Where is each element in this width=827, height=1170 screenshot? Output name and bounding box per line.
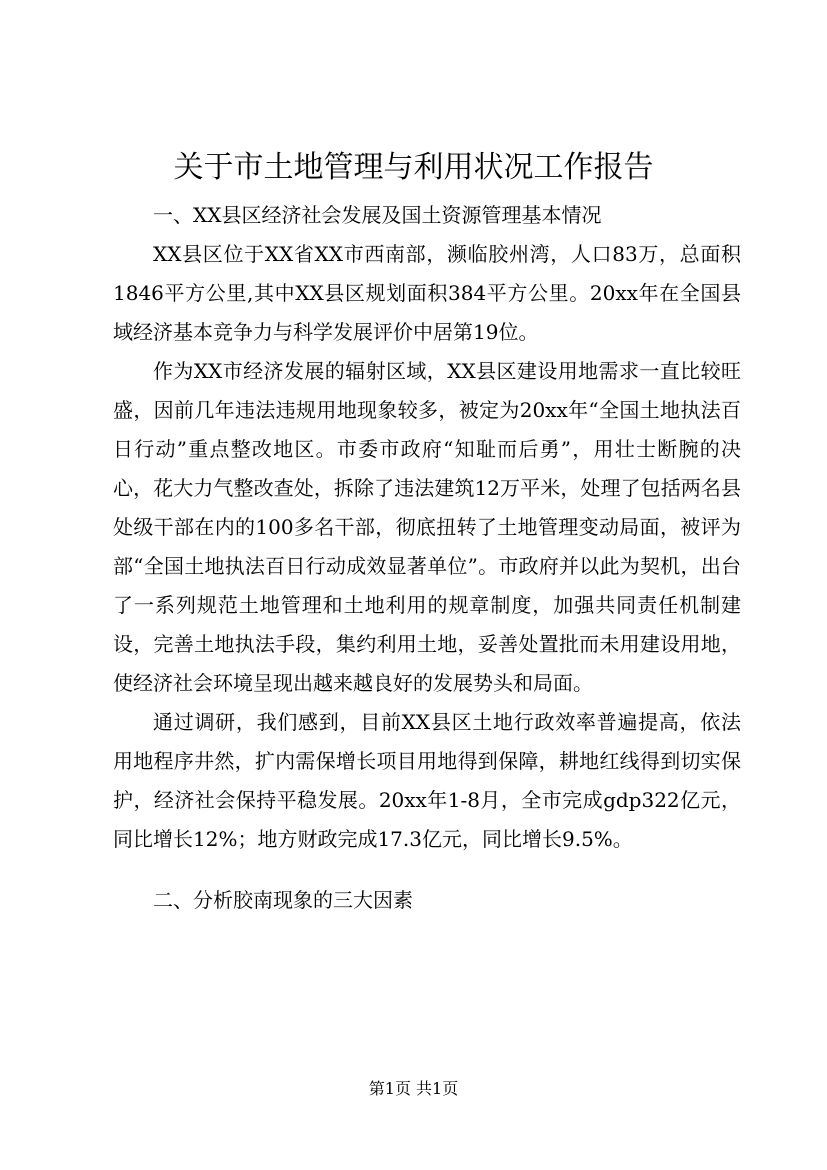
page-footer: 第1页 共1页 — [368, 1079, 459, 1098]
paragraph-3: 通过调研，我们感到，目前XX县区土地行政效率普遍提高，依法用地程序井然，扩内需保增长项目用地得到保障，耕地红线得到切实保护，经济社会保持平稳发展。20xx年1-8月，全市完成gdp322亿元，同比增长12%；地方财政完成17.3亿元，同比增长9.5%。 — [113, 710, 741, 851]
section-heading-2: 二、分析胶南现象的三大因素 — [153, 888, 413, 912]
document-body — [113, 196, 741, 920]
paragraph-2: 作为XX市经济发展的辐射区域，XX县区建设用地需求一直比较旺盛，因前几年违法违规用地现象较多，被定为20xx年“全国土地执法百日行动”重点整改地区。市委市政府“知耻而后勇”，用壮士断腕的决心，花大力气整改查处，拆除了违法建筑12万平米，处理了包括两名县处级干部在内的100多名干部，彻底扭转了土地管理变动局面，被评为部“全国土地执法百日行动成效显著单位”。市政府并以此为契机，出台了一系列规范土地管理和土地利用的规章制度，加强共同责任机制建设，完善土地执法手段，集约利用土地，妥善处置批而未用建设用地，使经济社会环境呈现出越来越良好的发展势头和局面。 — [113, 359, 741, 695]
paragraph-1: XX县区位于XX省XX市西南部，濒临胶州湾，人口83万，总面积1846平方公里,其中XX县区规划面积384平方公里。20xx年在全国县域经济基本竞争力与科学发展评价中居第19位。 — [113, 242, 741, 344]
section-heading-1: 一、XX县区经济社会发展及国土资源管理基本情况 — [153, 203, 602, 227]
document-title: 关于市土地管理与利用状况工作报告 — [173, 150, 654, 185]
